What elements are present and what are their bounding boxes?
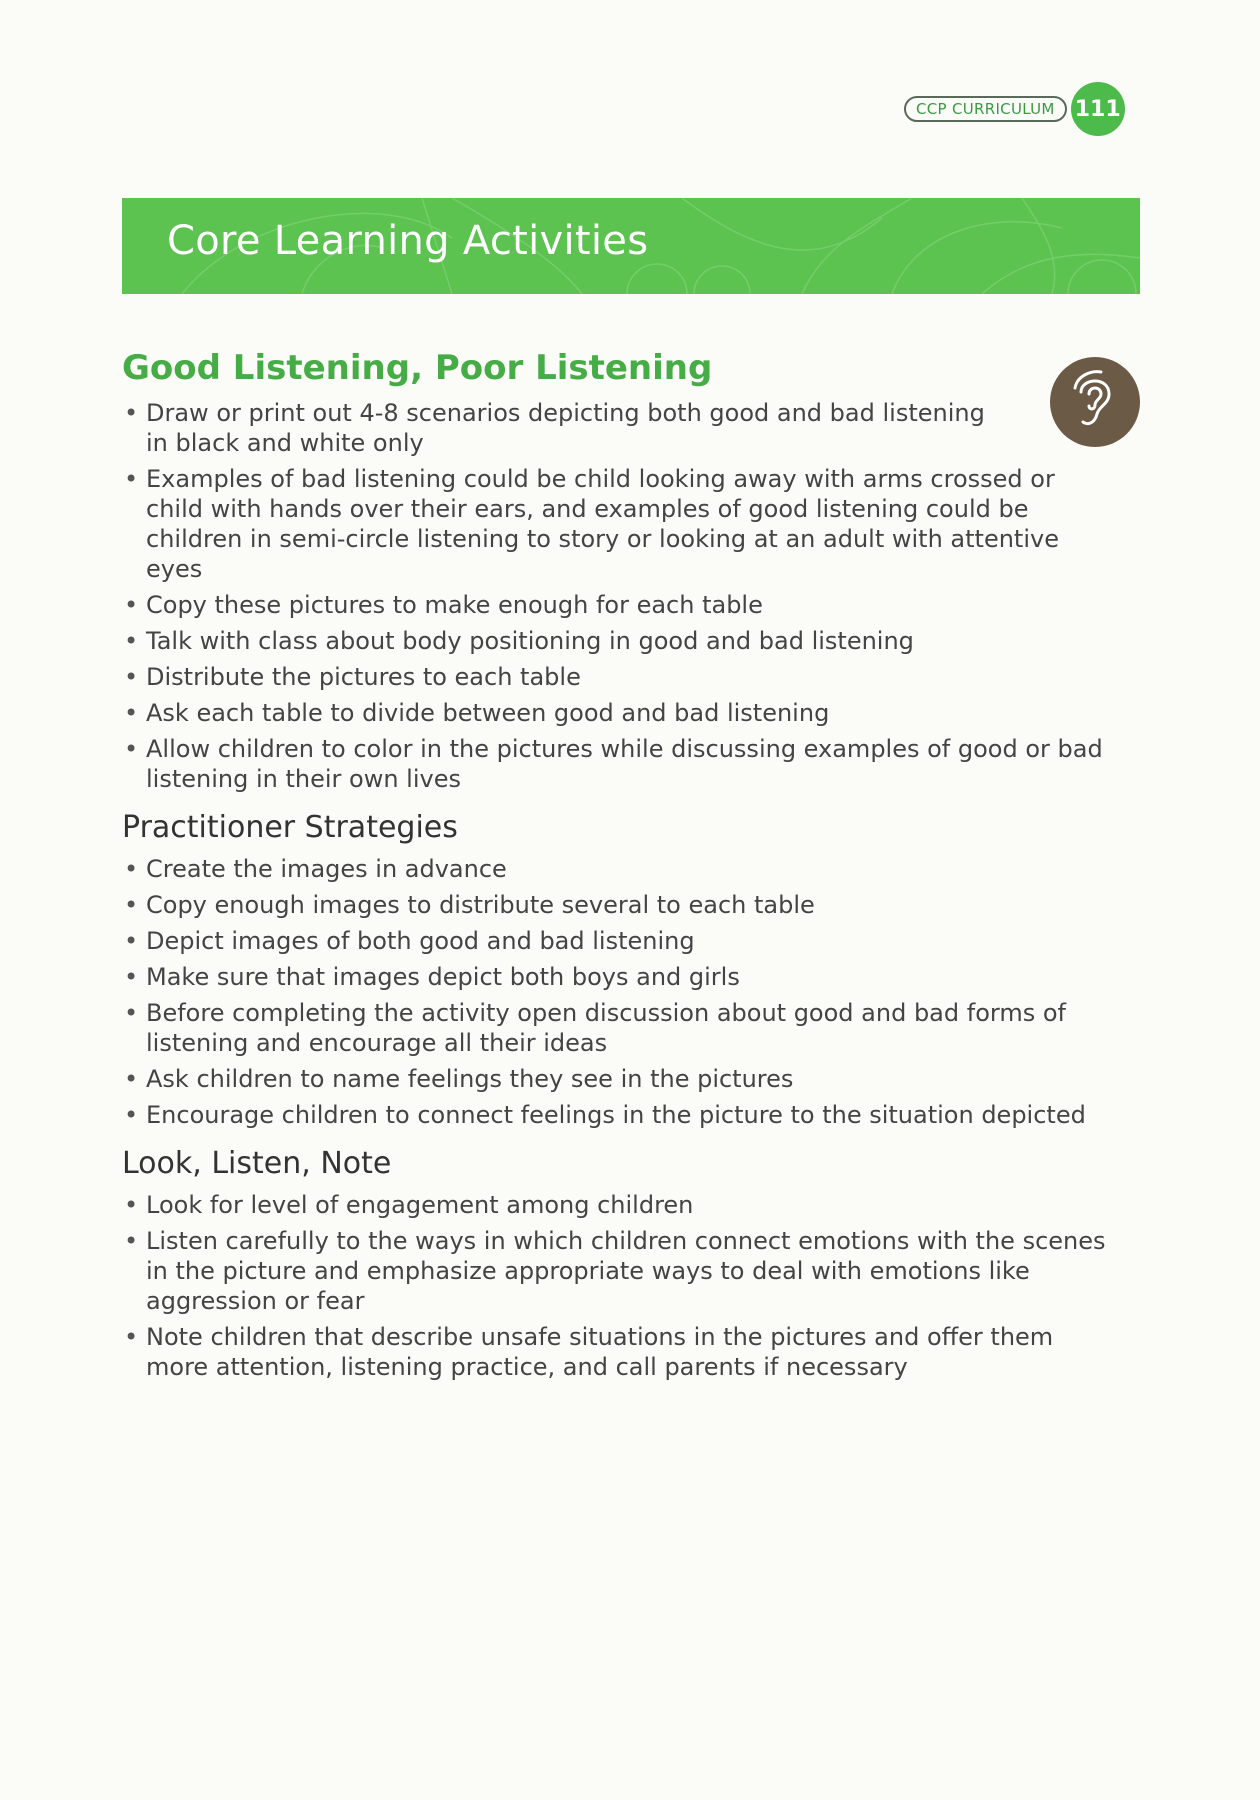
section-title-strategies: Practitioner Strategies [122,810,458,845]
strategies-list [122,854,1122,1130]
curriculum-label: CCP CURRICULUM [904,96,1067,122]
list-item: • Distribute the pictures to each table [122,662,1122,692]
list-item: • Examples of bad listening could be child looking away with arms crossed or child with hands over their ears, and examples of good listening could be children in semi-circle listening to story or looking at an adult with attentive eyes [122,464,1122,584]
list-item: • Ask children to name feelings they see in the pictures [122,1064,1122,1094]
list-item: • Before completing the activity open discussion about good and bad forms of listening and encourage all their ideas [122,998,1122,1058]
list-item: • Create the images in advance [122,854,1122,884]
list-item: • Allow children to color in the pictures while discussing examples of good or bad listening in their own lives [122,734,1122,794]
banner-title: Core Learning Activities [167,218,649,264]
running-head [904,82,1125,136]
section-title-good-listening: Good Listening, Poor Listening [122,348,713,388]
list-item: • Note children that describe unsafe situations in the pictures and offer them more attention, listening practice, and call parents if necessary [122,1322,1122,1382]
list-item: • Listen carefully to the ways in which children connect emotions with the scenes in the picture and emphasize appropriate ways to deal with emotions like aggression or fear [122,1226,1122,1316]
list-item: • Copy these pictures to make enough for each table [122,590,1122,620]
list-item: • Depict images of both good and bad listening [122,926,1122,956]
observe-list [122,1190,1122,1382]
list-item: • Draw or print out 4-8 scenarios depicting both good and bad listening in black and white only [122,398,1122,458]
list-item: • Copy enough images to distribute several to each table [122,890,1122,920]
list-item: • Make sure that images depict both boys and girls [122,962,1122,992]
list-item: • Talk with class about body positioning in good and bad listening [122,626,1122,656]
page-content [122,346,1122,1388]
list-item: • Ask each table to divide between good and bad listening [122,698,1122,728]
list-item: • Look for level of engagement among children [122,1190,1122,1220]
good-listening-list [122,398,1122,794]
list-item: • Encourage children to connect feelings in the picture to the situation depicted [122,1100,1122,1130]
section-banner [122,198,1140,294]
section-title-look-listen-note: Look, Listen, Note [122,1146,392,1181]
page-number: 111 [1071,82,1125,136]
